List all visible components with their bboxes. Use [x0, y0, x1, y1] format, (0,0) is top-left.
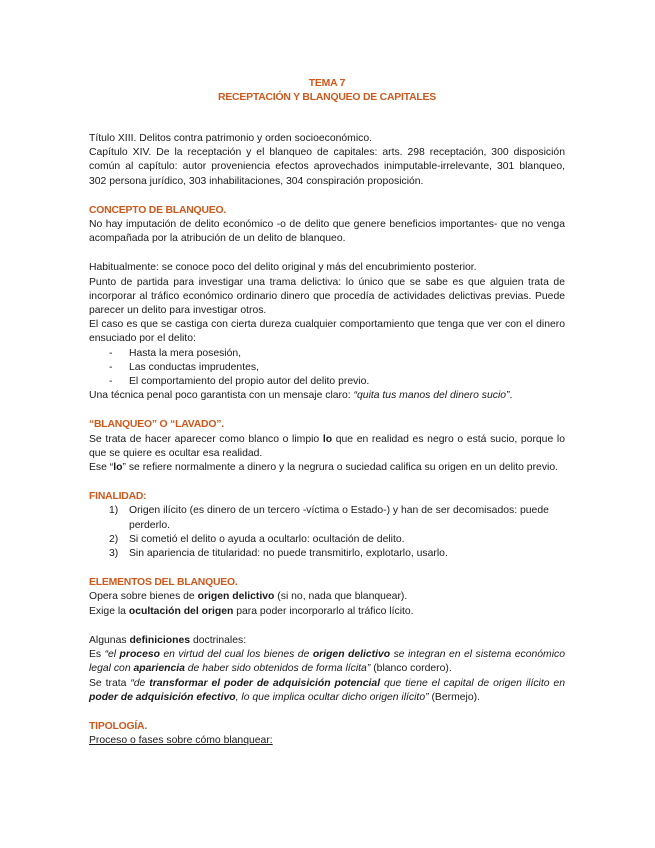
- concepto-bullet-list: [89, 347, 565, 390]
- tipologia-heading: TIPOLOGÍA.: [89, 720, 148, 732]
- lavado-paragraph-2: Ese “lo” se refiere normalmente a dinero y la negrura o suciedad califica su origen en un delito previo.: [89, 462, 558, 474]
- elementos-line-1: Opera sobre bienes de origen delictivo (si no, nada que blanquear).: [89, 591, 408, 603]
- definicion-blanco-cordero: Es “el proceso en virtud del cual los bienes de origen delictivo se integran en el sistema económico legal con apariencia de haber sido obtenidos de forma lícita” (blanco cordero).: [89, 649, 565, 675]
- lavado-paragraph-1: Se trata de hacer aparecer como blanco o limpio lo que en realidad es negro o está sucio, porque lo que se quiere es ocultar esa realidad.: [89, 433, 565, 459]
- concepto-paragraph-2: Habitualmente: se conoce poco del delito original y más del encubrimiento posterior.: [89, 262, 477, 274]
- document-title: RECEPTACIÓN Y BLANQUEO DE CAPITALES: [218, 92, 436, 103]
- finalidad-heading: FINALIDAD:: [89, 491, 147, 503]
- definicion-bermejo: Se trata “de transformar el poder de adquisición potencial que tiene el capital de origen ilícito en poder de adquisición efectivo, lo que implica ocultar dicho origen ilícito” (Bermejo).: [89, 677, 565, 703]
- concepto-paragraph-5: Una técnica penal poco garantista con un mensaje claro: “quita tus manos del dinero sucio”.: [89, 390, 513, 402]
- list-item: 3) Sin apariencia de titularidad: no puede transmitirlo, explotarlo, usarlo.: [109, 548, 448, 560]
- concepto-paragraph-1: No hay imputación de delito económico -o de delito que genere beneficios importantes- que no venga acompañada por la atribución de un delito de blanqueo.: [89, 219, 565, 245]
- definiciones-intro: Algunas definiciones doctrinales:: [89, 634, 247, 646]
- list-item: - Las conductas imprudentes,: [89, 361, 565, 375]
- intro-titulo: Título XIII. Delitos contra patrimonio y orden socioeconómico.: [89, 133, 372, 144]
- concepto-paragraph-3: Punto de partida para investigar una trama delictiva: lo único que se sabe es que alguien trata de incorporar al tráfico económico ordinario dinero que procedía de actividades delictivas previas. Puede parecer un delito para investigar otros.: [89, 276, 565, 317]
- list-item: 1) Origen ilícito (es dinero de un tercero -víctima o Estado-) y han de ser decomisados: puede perderlo.: [109, 505, 549, 531]
- concepto-heading: CONCEPTO DE BLANQUEO.: [89, 204, 227, 216]
- concepto-paragraph-4: El caso es que se castiga con cierta dureza cualquier comportamiento que tenga que ver con el dinero ensuciado por el delito:: [89, 319, 565, 345]
- list-item: 2) Si cometió el delito o ayuda a ocultarlo: ocultación de delito.: [109, 533, 405, 545]
- elementos-heading: ELEMENTOS DEL BLANQUEO.: [89, 577, 238, 589]
- elementos-line-2: Exige la ocultación del origen para poder incorporarlo al tráfico lícito.: [89, 605, 414, 617]
- lavado-heading: “BLANQUEO” O “LAVADO”.: [89, 419, 224, 431]
- list-item: - Hasta la mera posesión,: [89, 347, 565, 361]
- list-item: - El comportamiento del propio autor del delito previo.: [89, 375, 565, 389]
- tema-number: TEMA 7: [308, 78, 346, 89]
- tipologia-subheading: Proceso o fases sobre cómo blanquear:: [89, 735, 273, 747]
- intro-capitulo: Capítulo XIV. De la receptación y el blanqueo de capitales: arts. 298 receptación, 300 disposición común al capítulo: autor proveniencia efectos aprovechados inimputable-irrelevante, 301 blanqueo, 302 persona jurídico, 303 inhabilitaciones, 304 conspiración proposición.: [89, 147, 565, 187]
- document-body: [89, 77, 565, 748]
- finalidad-list: [89, 504, 565, 561]
